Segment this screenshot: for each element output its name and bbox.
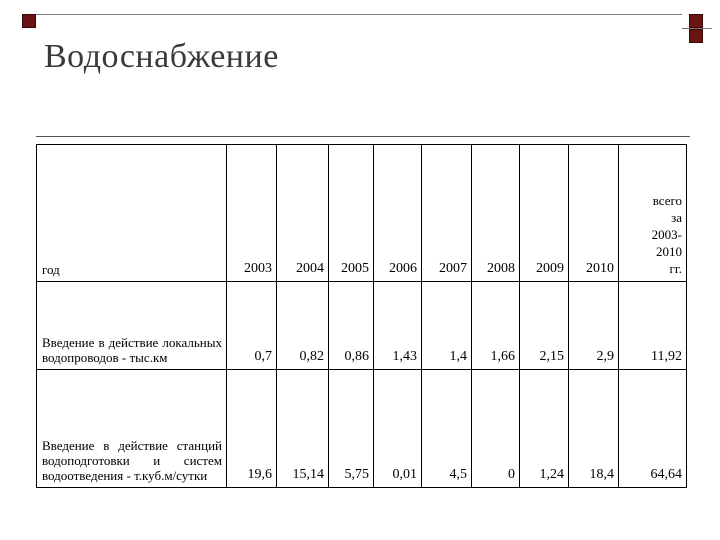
value-cell: 0,01 [374,370,422,488]
year-cell: 2006 [374,145,422,282]
top-decor-line [22,14,682,15]
top-right-decor-box-1 [689,14,703,28]
value-cell: 2,15 [520,282,569,370]
year-cell: 2005 [329,145,374,282]
value-cell: 0,7 [227,282,277,370]
total-header-line: 2003- [651,227,682,242]
water-supply-table [36,144,687,488]
total-cell: 64,64 [619,370,687,488]
value-cell: 1,66 [472,282,520,370]
table-header-row [37,145,687,282]
total-header-line: всего [652,193,682,208]
value-cell: 2,9 [569,282,619,370]
value-cell: 4,5 [422,370,472,488]
year-cell: 2008 [472,145,520,282]
header-label: год [42,262,60,277]
table-row [37,370,687,488]
value-cell: 15,14 [277,370,329,488]
value-cell: 1,43 [374,282,422,370]
value-cell: 0 [472,370,520,488]
total-header-line: гг. [669,261,682,276]
value-cell: 1,24 [520,370,569,488]
top-right-decor-box-2 [689,29,703,43]
value-cell: 0,86 [329,282,374,370]
year-cell: 2007 [422,145,472,282]
title-divider [36,136,690,137]
table-row [37,282,687,370]
total-header-line: за [671,210,682,225]
value-cell: 0,82 [277,282,329,370]
year-cell: 2004 [277,145,329,282]
row-label: Введение в действие станций водоподготовки и систем водоотведения - т.куб.м/сутки [37,370,227,488]
total-header-cell [619,145,687,282]
value-cell: 1,4 [422,282,472,370]
page-title: Водоснабжение [44,38,279,75]
year-cell: 2003 [227,145,277,282]
total-header-line: 2010 [656,244,682,259]
value-cell: 5,75 [329,370,374,488]
row-label: Введение в действие локальных водопроводов - тыс.км [37,282,227,370]
top-left-decor-box [22,14,36,28]
year-cell: 2010 [569,145,619,282]
value-cell: 19,6 [227,370,277,488]
header-label-cell [37,145,227,282]
value-cell: 18,4 [569,370,619,488]
total-cell: 11,92 [619,282,687,370]
year-cell: 2009 [520,145,569,282]
